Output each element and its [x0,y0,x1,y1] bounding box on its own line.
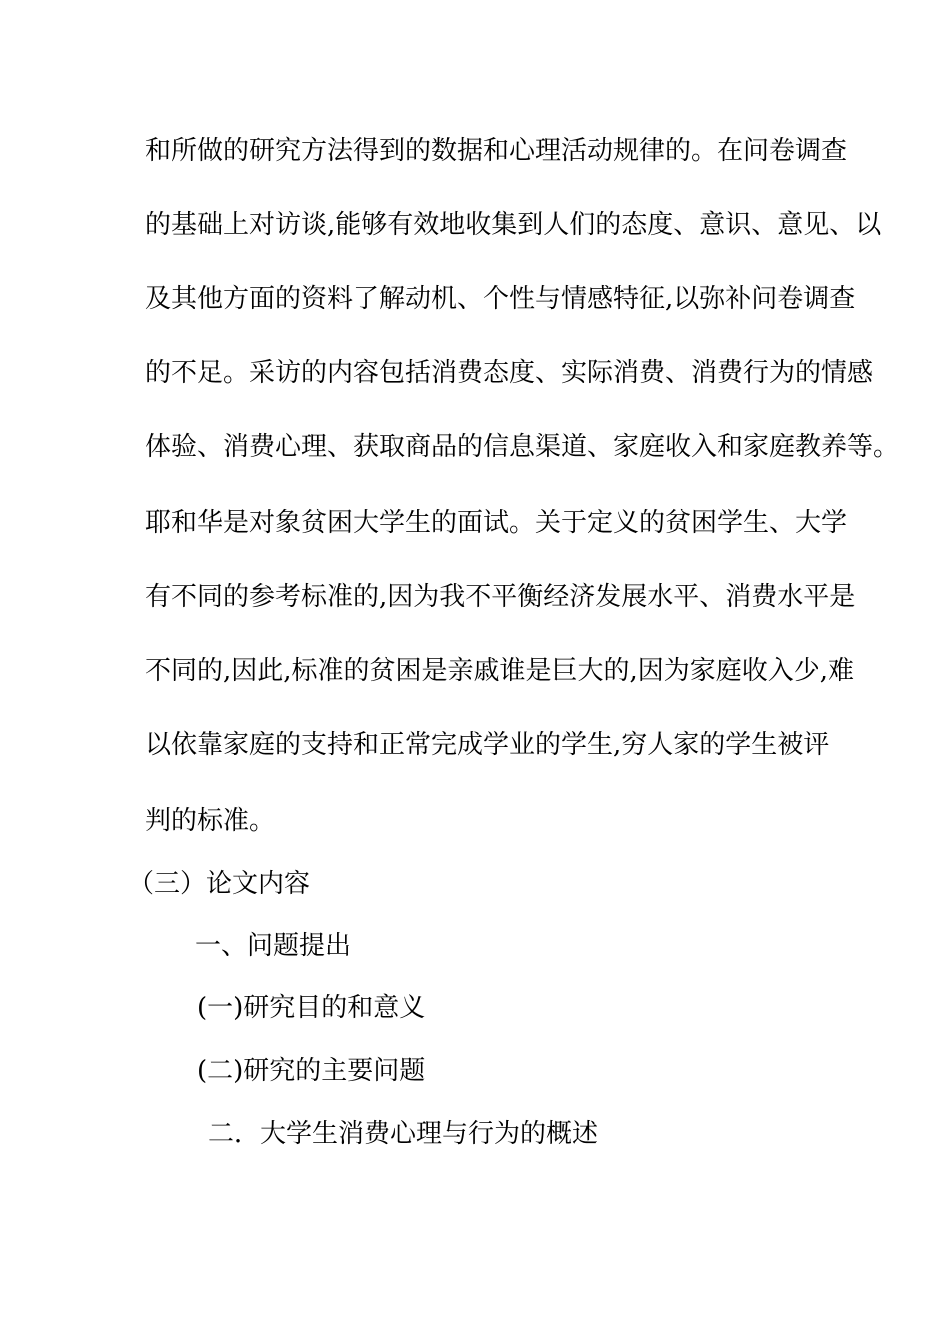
outline-item: 一、问题提出 [195,931,352,961]
body-text-line: 及其他方面的资料了解动机、个性与情感特征,以弥补问卷调查 [145,284,856,314]
body-text-line: 不同的,因此,标准的贫困是亲戚谁是巨大的,因为家庭收入少,难 [145,656,855,686]
section-heading: （三）论文内容 [128,869,311,899]
body-text-line: 以依靠家庭的支持和正常完成学业的学生,穷人家的学生被评 [145,730,830,760]
body-text-line: 的不足。采访的内容包括消费态度、实际消费、消费行为的情感 [145,358,874,388]
body-text-line: 耶和华是对象贫困大学生的面试。关于定义的贫困学生、大学 [145,508,848,538]
body-text-line: 和所做的研究方法得到的数据和心理活动规律的。在问卷调查 [145,136,848,166]
outline-item: (一)研究目的和意义 [197,993,426,1023]
body-text-line: 有不同的参考标准的,因为我不平衡经济发展水平、消费水平是 [145,582,856,612]
outline-item: 二．大学生消费心理与行为的概述 [208,1119,599,1149]
body-text-line: 的基础上对访谈,能够有效地收集到人们的态度、意识、意见、以 [145,210,882,240]
outline-item: (二)研究的主要问题 [197,1056,426,1086]
body-text-line: 体验、消费心理、获取商品的信息渠道、家庭收入和家庭教养等。 [145,432,900,462]
body-text-line: 判的标准。 [145,806,276,836]
